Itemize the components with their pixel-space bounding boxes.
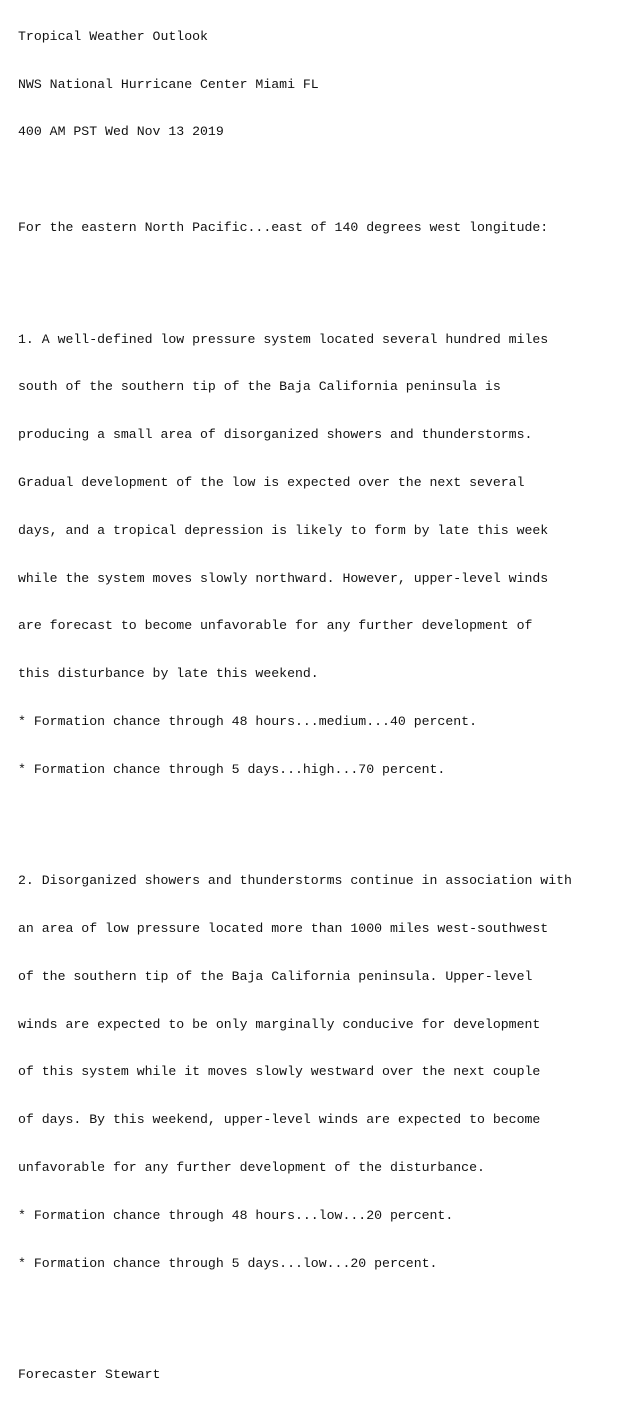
system-1-line: 1. A well-defined low pressure system located several hundred miles	[18, 331, 549, 347]
issue-time: 400 AM PST Wed Nov 13 2019	[18, 124, 224, 140]
blank-line	[18, 172, 572, 188]
outlook-text-block	[18, 0, 572, 1415]
system-2-line: of this system while it moves slowly westward over the next couple	[18, 1064, 541, 1080]
system-2-line: winds are expected to be only marginally conducive for development	[18, 1016, 541, 1032]
blank-line	[18, 1303, 572, 1319]
blank-line	[18, 268, 572, 284]
system-1-line: this disturbance by late this weekend.	[18, 666, 319, 682]
system-1-line: days, and a tropical depression is likely to form by late this week	[18, 522, 549, 538]
system-2-line: of the southern tip of the Baja California peninsula. Upper-level	[18, 968, 533, 984]
blank-line	[18, 810, 572, 826]
issuing-office: NWS National Hurricane Center Miami FL	[18, 76, 319, 92]
system-1-line: while the system moves slowly northward. However, upper-level winds	[18, 570, 549, 586]
outlook-title: Tropical Weather Outlook	[18, 28, 208, 44]
system-1-line: are forecast to become unfavorable for any further development of	[18, 618, 533, 634]
system-2-formation-5d: * Formation chance through 5 days...low...20 percent.	[18, 1255, 438, 1271]
system-1-formation-48h: * Formation chance through 48 hours...medium...40 percent.	[18, 713, 477, 729]
system-2-line: of days. By this weekend, upper-level winds are expected to become	[18, 1112, 541, 1128]
system-2-line: 2. Disorganized showers and thunderstorms continue in association with	[18, 873, 572, 889]
basin-intro: For the eastern North Pacific...east of 140 degrees west longitude:	[18, 220, 549, 236]
system-1-line: Gradual development of the low is expected over the next several	[18, 474, 525, 490]
system-1-formation-5d: * Formation chance through 5 days...high...70 percent.	[18, 761, 446, 777]
system-2-line: an area of low pressure located more than 1000 miles west-southwest	[18, 921, 549, 937]
system-2-formation-48h: * Formation chance through 48 hours...low...20 percent.	[18, 1207, 454, 1223]
system-1-line: south of the southern tip of the Baja California peninsula is	[18, 379, 501, 395]
system-2-line: unfavorable for any further development of the disturbance.	[18, 1160, 485, 1176]
system-1-line: producing a small area of disorganized showers and thunderstorms.	[18, 427, 533, 443]
forecaster-signoff: Forecaster Stewart	[18, 1367, 161, 1383]
